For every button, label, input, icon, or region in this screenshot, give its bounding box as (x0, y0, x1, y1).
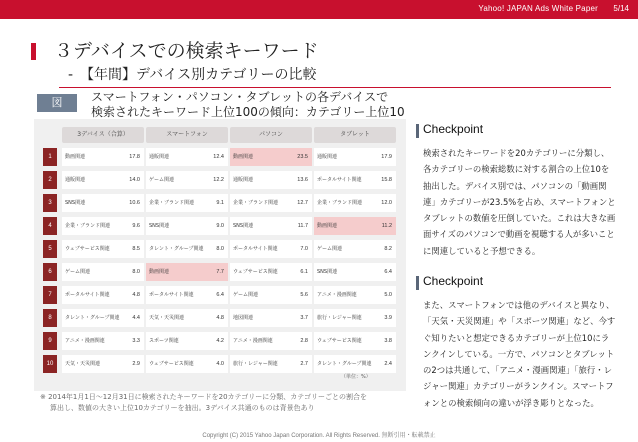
highlighted-category-cell (146, 263, 228, 281)
category-name: アニメ・漫画関連 (317, 292, 357, 298)
category-name: 通販関連 (317, 154, 338, 160)
category-percentage: 8.0 (216, 246, 224, 252)
category-percentage: 11.2 (381, 223, 392, 229)
rank-number: 4 (43, 217, 57, 235)
highlighted-category-cell (314, 217, 396, 235)
category-cell (146, 309, 228, 327)
category-cell (146, 171, 228, 189)
category-name: スポーツ関連 (149, 338, 179, 344)
category-cell (62, 217, 144, 235)
rank-number: 5 (43, 240, 57, 258)
copyright: Copyright (C) 2015 Yahoo Japan Corporation. All Rights Reserved. 無断引用・転載禁止 (202, 433, 436, 439)
category-cell (230, 217, 312, 235)
rank-number: 2 (43, 171, 57, 189)
category-percentage: 15.8 (381, 177, 392, 183)
category-cell (146, 148, 228, 166)
category-cell (230, 286, 312, 304)
category-percentage: 5.6 (300, 292, 308, 298)
category-cell (62, 148, 144, 166)
category-cell (62, 194, 144, 212)
category-percentage: 12.7 (297, 200, 308, 206)
category-cell (146, 286, 228, 304)
table-header: 3デバイス（合算） (62, 127, 144, 143)
category-percentage: 2.7 (300, 361, 308, 367)
category-cell (314, 309, 396, 327)
category-percentage: 4.2 (216, 338, 224, 344)
category-ranking-table (34, 119, 406, 391)
category-cell (146, 332, 228, 350)
category-name: 通販関連 (65, 177, 86, 183)
category-percentage: 17.9 (381, 154, 392, 160)
category-name: 天気・天災関連 (149, 315, 185, 321)
category-name: タレント・グループ関連 (65, 315, 120, 321)
category-cell (62, 332, 144, 350)
category-cell (62, 171, 144, 189)
category-cell (314, 194, 396, 212)
footnote (40, 392, 408, 414)
category-name: 企業・ブランド関連 (149, 200, 195, 206)
category-name: 企業・ブランド関連 (317, 200, 363, 206)
category-cell (62, 263, 144, 281)
category-percentage: 8.5 (132, 246, 140, 252)
category-name: ウェブサービス関連 (65, 246, 110, 252)
category-cell (314, 355, 396, 373)
category-name: SNS関連 (65, 200, 86, 206)
checkpoint-marker (416, 124, 419, 138)
category-percentage: 12.4 (213, 154, 224, 160)
category-name: ポータルサイト関連 (233, 246, 278, 252)
rank-number: 8 (43, 309, 57, 327)
page-title: ３デバイスでの検索キーワード (54, 40, 319, 62)
category-name: ポータルサイト関連 (317, 177, 362, 183)
category-percentage: 12.0 (381, 200, 392, 206)
category-percentage: 6.1 (300, 269, 308, 275)
rank-number: 7 (43, 286, 57, 304)
category-name: ウェブサービス関連 (233, 269, 278, 275)
category-name: 企業・ブランド関連 (233, 200, 279, 206)
checkpoint-title: Checkpoint (423, 274, 484, 288)
category-percentage: 8.2 (384, 246, 392, 252)
category-cell (146, 240, 228, 258)
figure-caption-line1: スマートフォン・パソコン・タブレットの各デバイスで (91, 90, 389, 104)
category-percentage: 17.8 (129, 154, 140, 160)
category-name: 通販関連 (233, 177, 254, 183)
category-cell (314, 332, 396, 350)
category-name: 天気・天災関連 (65, 361, 101, 367)
rank-number: 9 (43, 332, 57, 350)
rank-number: 1 (43, 148, 57, 166)
category-percentage: 9.6 (132, 223, 140, 229)
category-percentage: 14.0 (129, 177, 140, 183)
footnote-line2: 算出し、数値の大きい上位10カテゴリーを抽出。3デバイス共通のものは背景色あり (50, 404, 315, 412)
category-percentage: 4.8 (216, 315, 224, 321)
category-percentage: 11.7 (297, 223, 308, 229)
top-bar (0, 0, 638, 19)
category-name: ゲーム関連 (233, 292, 259, 298)
rank-number: 3 (43, 194, 57, 212)
category-name: アニメ・漫画関連 (233, 338, 273, 344)
category-name: 動画関連 (65, 154, 86, 160)
category-name: SNS関連 (317, 269, 338, 275)
rank-number: 10 (43, 355, 57, 373)
category-cell (314, 286, 396, 304)
category-cell (62, 240, 144, 258)
table-header: パソコン (230, 127, 312, 143)
category-cell (146, 355, 228, 373)
category-percentage: 3.8 (384, 338, 392, 344)
category-percentage: 7.0 (300, 246, 308, 252)
category-cell (62, 355, 144, 373)
category-name: 通販関連 (149, 154, 170, 160)
category-cell (146, 194, 228, 212)
category-percentage: 2.4 (384, 361, 392, 367)
category-cell (230, 240, 312, 258)
category-name: 企業・ブランド関連 (65, 223, 111, 229)
category-percentage: 3.3 (132, 338, 140, 344)
category-name: SNS関連 (233, 223, 254, 229)
figure-caption-line2: 検索されたキーワード上位100の傾向：カテゴリー上位10 (91, 105, 405, 119)
category-name: 動画関連 (233, 154, 254, 160)
page-subtitle: - 【年間】デバイス別カテゴリーの比較 (68, 67, 317, 83)
category-name: ポータルサイト関連 (149, 292, 194, 298)
category-name: ゲーム関連 (317, 246, 343, 252)
category-name: タレント・グループ関連 (317, 361, 372, 367)
category-cell (314, 263, 396, 281)
unit-note: （単位：%） (341, 374, 371, 380)
category-cell (230, 171, 312, 189)
category-percentage: 6.4 (216, 292, 224, 298)
checkpoint-body: また、スマートフォンでは他のデバイスと異なり、「天気・天災関連」や「スポーツ関連」など、今すぐ知りたいと想定できるカテゴリーが上位10にランクインしている。一方で、パソコンとタブレットの2つは共通して、「アニメ・漫画関連」「旅行・レジャー関連」カテゴリーがランクイン。スマートフォンとの検索傾向の違いが浮き彫りとなった。 (423, 300, 616, 408)
category-percentage: 6.4 (384, 269, 392, 275)
checkpoint-2 (416, 274, 616, 424)
category-percentage: 4.4 (132, 315, 140, 321)
category-percentage: 4.0 (216, 361, 224, 367)
figure-label: 図 (37, 94, 77, 112)
checkpoint-marker (416, 276, 419, 290)
category-name: 旅行・レジャー関連 (233, 361, 278, 367)
table-header: タブレット (314, 127, 396, 143)
category-percentage: 7.7 (216, 269, 224, 275)
category-cell (314, 148, 396, 166)
category-percentage: 5.0 (384, 292, 392, 298)
category-name: 動画関連 (317, 223, 338, 229)
category-name: 動画関連 (149, 269, 170, 275)
category-percentage: 9.1 (216, 200, 224, 206)
category-percentage: 2.9 (132, 361, 140, 367)
footnote-line1: ※ 2014年1月1日～12月31日に検索されたキーワードを20カテゴリーに分類、カテゴリーごとの割合を (40, 393, 367, 401)
checkpoint-body: 検索されたキーワードを20カテゴリーに分類し、各カテゴリーの検索総数に対する割合の上位10を抽出した。デバイス別では、パソコンの「動画関連」カテゴリーが23.5%を占め、スマートフォンとタブレットの数値を圧倒していた。これは大きな画面サイズのパソコンで動画を視聴する人が多いことに関連していると予想できる。 (423, 148, 616, 256)
category-name: ウェブサービス関連 (317, 338, 362, 344)
category-percentage: 12.2 (213, 177, 224, 183)
category-percentage: 3.9 (384, 315, 392, 321)
category-percentage: 10.6 (129, 200, 140, 206)
figure-caption (91, 90, 405, 120)
category-cell (146, 217, 228, 235)
category-percentage: 3.7 (300, 315, 308, 321)
category-name: ポータルサイト関連 (65, 292, 110, 298)
category-name: ゲーム関連 (149, 177, 175, 183)
category-cell (230, 263, 312, 281)
category-cell (230, 355, 312, 373)
category-cell (230, 194, 312, 212)
highlighted-category-cell (230, 148, 312, 166)
category-percentage: 9.0 (216, 223, 224, 229)
category-cell (230, 309, 312, 327)
title-accent-bar (31, 43, 36, 60)
title-divider (59, 87, 611, 88)
category-name: 地図関連 (233, 315, 254, 321)
category-cell (314, 171, 396, 189)
category-percentage: 13.6 (297, 177, 308, 183)
category-percentage: 2.8 (300, 338, 308, 344)
table-header: スマートフォン (146, 127, 228, 143)
category-name: タレント・グループ関連 (149, 246, 204, 252)
page-number: 5/14 (613, 4, 629, 13)
category-name: ウェブサービス関連 (149, 361, 194, 367)
category-name: 旅行・レジャー関連 (317, 315, 362, 321)
header-title: Yahoo! JAPAN Ads White Paper (478, 4, 598, 13)
checkpoint-title: Checkpoint (423, 122, 484, 136)
category-cell (230, 332, 312, 350)
rank-number: 6 (43, 263, 57, 281)
category-percentage: 23.5 (297, 154, 308, 160)
category-name: ゲーム関連 (65, 269, 91, 275)
checkpoint-1 (416, 122, 616, 256)
category-cell (62, 286, 144, 304)
category-percentage: 4.8 (132, 292, 140, 298)
category-cell (314, 240, 396, 258)
category-name: SNS関連 (149, 223, 170, 229)
category-percentage: 8.0 (132, 269, 140, 275)
category-cell (62, 309, 144, 327)
category-name: アニメ・漫画関連 (65, 338, 105, 344)
